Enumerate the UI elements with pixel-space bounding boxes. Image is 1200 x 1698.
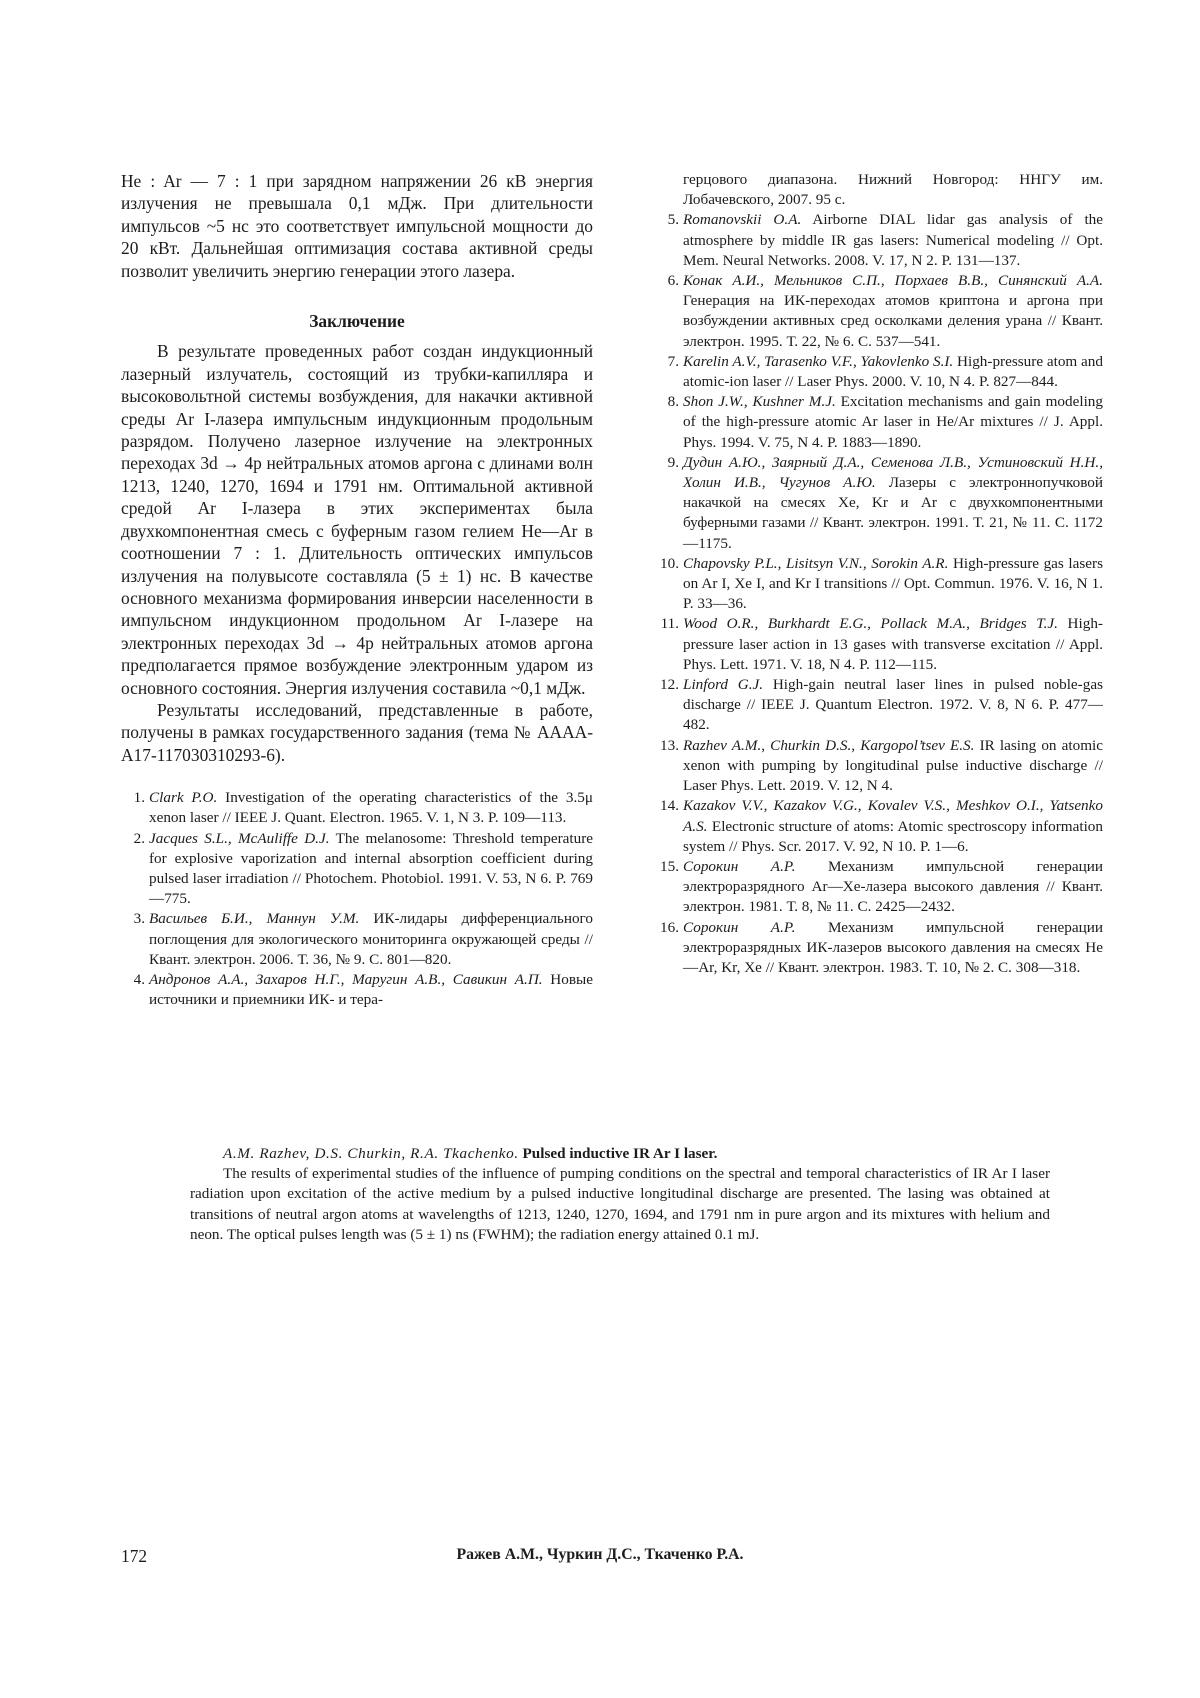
reference-text: Electronic structure of atoms: Atomic spectroscopy information system // Phys. Scr. 2017. V. 92, N 10. P. 1—6.	[683, 818, 1103, 855]
reference-number: 1.	[121, 788, 145, 808]
reference-text: Новые источники и приемники ИК- и тера-	[149, 971, 593, 1008]
reference-number: 7.	[655, 352, 679, 372]
page-number: 172	[121, 1546, 147, 1567]
reference-number: 6.	[655, 271, 679, 291]
reference-number: 12.	[655, 675, 679, 695]
reference-text: Excitation mechanisms and gain modeling of the high-pressure atomic Ar laser in He/Ar mixtures // J. Appl. Phys. 1994. V. 75, N 4. P. 1883—1890.	[683, 393, 1103, 450]
reference-list-left	[121, 788, 593, 1010]
reference-text: Механизм импульсной генерации электроразрядных ИК-лазеров высокого давления на смесях He—Ar, Kr, Xe // Квант. электрон. 1983. Т. 10, № 2. С. 308—318.	[683, 919, 1103, 976]
reference-number: 8.	[655, 392, 679, 412]
reference-text: Генерация на ИК-переходах атомов криптона и аргона при возбуждении активных сред осколками деления урана // Квант. электрон. 1995. Т. 22, № 6. С. 537—541.	[683, 292, 1103, 349]
reference-authors: Сорокин А.Р.	[683, 919, 795, 936]
abstract-heading	[190, 1144, 1050, 1164]
abstract-body: The results of experimental studies of the influence of pumping conditions on the spectral and temporal characteristics of IR Ar I laser radiation upon excitation of the active medium by a pulsed inductive longitudinal discharge are presented. The lasing was obtained at transitions of neutral argon atoms at wavelengths of 1213, 1240, 1270, 1694, and 1791 nm in pure argon and its mixtures with helium and neon. The optical pulses length was (5 ± 1) ns (FWHM); the radiation energy attained 0.1 mJ.	[190, 1164, 1050, 1245]
reference-authors: Андронов А.А., Захаров Н.Г., Маругин А.В., Савикин А.П.	[149, 971, 543, 988]
abstract-authors: A.M. Razhev, D.S. Churkin, R.A. Tkachenko.	[223, 1145, 519, 1162]
reference-authors: Wood O.R., Burkhardt E.G., Pollack M.A., Bridges T.J.	[683, 615, 1058, 632]
english-abstract	[190, 1144, 1050, 1245]
conclusion-paragraph-1: В результате проведенных работ создан индукционный лазерный излучатель, состоящий из трубки-капилляра и высоковольтной системы возбуждения, для накачки активной среды Ar I-лазера импульсным индукционным продольным разрядом. Получено лазерное излучение на электронных переходах 3d → 4p нейтральных атомов аргона с длинами волн 1213, 1240, 1270, 1694 и 1791 нм. Оптимальной активной средой Ar I-лазера в этих экспериментах была двухкомпонентная смесь с буферным газом гелием He—Ar в соотношении 7 : 1. Длительность оптических импульсов излучения на полувысоте составляла (5 ± 1) нс. В качестве основного механизма формирования инверсии населенности в импульсном индукционном продольном Ar I-лазере на электронных переходах 3d → 4p нейтральных атомов аргона предполагается прямое возбуждение электронным ударом из основного состояния. Энергия излучения составила ~0,1 мДж.	[121, 340, 593, 699]
reference-item	[121, 829, 593, 910]
reference-authors: Linford G.J.	[683, 676, 763, 693]
reference-number: 11.	[655, 614, 679, 634]
reference-text: High-gain neutral laser lines in pulsed noble-gas discharge // IEEE J. Quantum Electron. 1972. V. 8, N 6. P. 477—482.	[683, 676, 1103, 733]
reference-number: 14.	[655, 796, 679, 816]
reference-item	[655, 554, 1103, 615]
intro-paragraph: He : Ar — 7 : 1 при зарядном напряжении 26 кВ энергия излучения не превышала 0,1 мДж. При длительности импульсов ~5 нс это соответствует импульсной мощности до 20 кВт. Дальнейшая оптимизация состава активной среды позволит увеличить энергию генерации этого лазера.	[121, 170, 593, 282]
reference-authors: Chapovsky P.L., Lisitsyn V.N., Sorokin A.R.	[683, 555, 948, 572]
reference-authors: Shon J.W., Kushner M.J.	[683, 393, 836, 410]
reference-text: IR lasing on atomic xenon with pumping by longitudinal pulse inductive discharge // Laser Phys. Lett. 2019. V. 12, N 4.	[683, 737, 1103, 794]
reference-text: Airborne DIAL lidar gas analysis of the atmosphere by middle IR gas lasers: Numerical modeling // Opt. Mem. Neural Networks. 2008. V. 17, N 2. P. 131—137.	[683, 211, 1103, 268]
reference-item	[121, 970, 593, 1010]
reference-item	[655, 614, 1103, 675]
reference-authors: Дудин А.Ю., Заярный Д.А., Семенова Л.В., Устиновский Н.Н., Холин И.В., Чугунов А.Ю.	[683, 454, 1103, 491]
reference-item	[655, 392, 1103, 453]
reference-number: 4.	[121, 970, 145, 990]
reference-text: Investigation of the operating characteristics of the 3.5μ xenon laser // IEEE J. Quant. Electron. 1965. V. 1, N 3. P. 109—113.	[149, 789, 593, 826]
conclusion-heading: Заключение	[121, 310, 593, 332]
reference-authors: Jacques S.L., McAuliffe D.J.	[149, 830, 330, 847]
reference-item	[655, 271, 1103, 352]
reference-text: ИК-лидары дифференциального поглощения для экологического мониторинга окружающей среды // Квант. электрон. 2006. Т. 36, № 9. С. 801—820.	[149, 910, 593, 967]
reference-number: 5.	[655, 210, 679, 230]
reference-authors: Kazakov V.V., Kazakov V.G., Kovalev V.S., Meshkov O.I., Yatsenko A.S.	[683, 797, 1103, 834]
reference-authors: Karelin A.V., Tarasenko V.F., Yakovlenko S.I.	[683, 353, 953, 370]
reference-text: High-pressure laser action in 13 gases with transverse excitation // Appl. Phys. Lett. 1971. V. 18, N 4. P. 112—115.	[683, 615, 1103, 672]
reference-text: High-pressure gas lasers on Ar I, Xe I, and Kr I transitions // Opt. Commun. 1976. V. 16, N 1. P. 33—36.	[683, 555, 1103, 612]
reference-number: 13.	[655, 736, 679, 756]
reference-list-right	[655, 210, 1103, 978]
reference-item	[655, 918, 1103, 979]
reference-number: 10.	[655, 554, 679, 574]
right-column	[655, 170, 1103, 978]
reference-number: 15.	[655, 857, 679, 877]
reference-text: Механизм импульсной генерации электроразрядного Ar—Xe-лазера высокого давления // Квант. электрон. 1981. Т. 8, № 11. С. 2425—2432.	[683, 858, 1103, 915]
reference-authors: Razhev A.M., Churkin D.S., Kargopol’tsev E.S.	[683, 737, 974, 754]
reference-item	[121, 909, 593, 970]
left-column	[121, 170, 593, 1010]
abstract-title: Pulsed inductive IR Ar I laser.	[523, 1145, 718, 1162]
reference-authors: Конак А.И., Мельников С.П., Порхаев В.В., Синянский А.А.	[683, 272, 1103, 289]
reference-number: 2.	[121, 829, 145, 849]
reference-item	[655, 675, 1103, 736]
reference-text: High-pressure atom and atomic-ion laser // Laser Phys. 2000. V. 10, N 4. P. 827—844.	[683, 353, 1103, 390]
reference-item	[655, 453, 1103, 554]
conclusion-paragraph-2: Результаты исследований, представленные в работе, получены в рамках государственного задания (тема № АААА-А17-117030310293-6).	[121, 699, 593, 766]
reference-number: 16.	[655, 918, 679, 938]
reference-continuation	[655, 170, 1103, 210]
running-footer-authors: Ражев А.М., Чуркин Д.С., Ткаченко Р.А.	[0, 1546, 1200, 1564]
reference-text: Лазеры с электроннопучковой накачкой на смесях Xe, Kr и Ar с двухкомпонентными буферными газами // Квант. электрон. 1991. Т. 21, № 11. С. 1172—1175.	[683, 474, 1103, 552]
reference-text: The melanosome: Threshold temperature for explosive vaporization and internal absorption coefficient during pulsed laser irradiation // Photochem. Photobiol. 1991. V. 53, N 6. P. 769—775.	[149, 830, 593, 908]
reference-number: 3.	[121, 909, 145, 929]
reference-item	[655, 736, 1103, 797]
reference-item	[655, 857, 1103, 918]
reference-authors: Сорокин А.Р.	[683, 858, 795, 875]
reference-text: герцового диапазона. Нижний Новгород: ННГУ им. Лобачевского, 2007. 95 с.	[683, 171, 1103, 208]
reference-authors: Clark P.O.	[149, 789, 217, 806]
reference-authors: Васильев Б.И., Маннун У.М.	[149, 910, 359, 927]
reference-number: 9.	[655, 453, 679, 473]
reference-item	[655, 796, 1103, 857]
reference-authors: Romanovskii O.A.	[683, 211, 801, 228]
reference-item	[121, 788, 593, 828]
reference-item	[655, 352, 1103, 392]
reference-item	[655, 210, 1103, 271]
